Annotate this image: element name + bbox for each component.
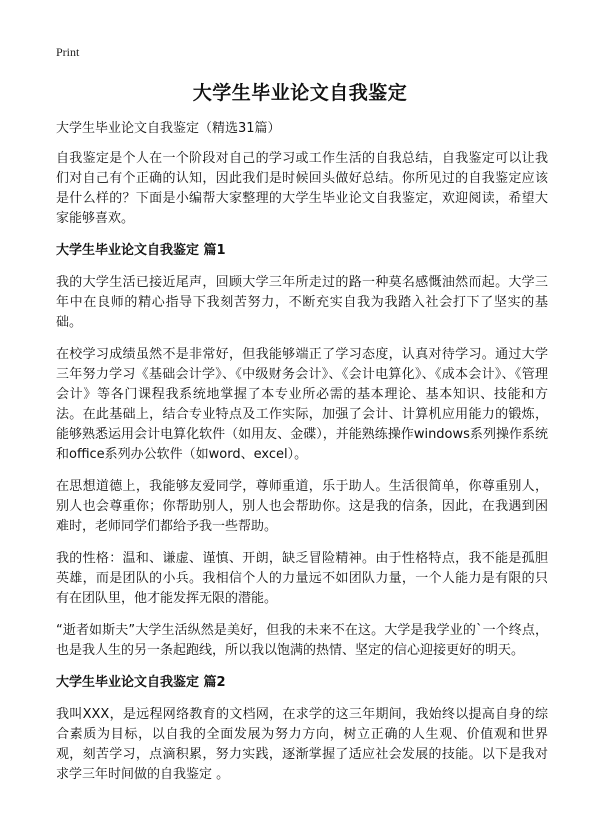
document-body	[56, 119, 548, 797]
document-subtitle: 大学生毕业论文自我鉴定（精选31篇）	[56, 121, 281, 136]
section-2	[56, 673, 548, 785]
section-heading: 大学生毕业论文自我鉴定 篇2	[56, 675, 226, 690]
paragraph: 在校学习成绩虽然不是非常好，但我能够端正了学习态度，认真对待学习。通过大学三年努力学习《基础会计学》、《中级财务会计》、《会计电算化》、《成本会计》、《管理会计》等各门课程我系统地掌握了本专业所必需的基本理论、基本知识、技能和方法。在此基础上，结合专业特点及工作实际，加强了会计、计算机应用能力的锻炼，能够熟悉运用会计电算化软件（如用友、金碟），并能熟练操作windows系列操作系统和office系列办公软件（如word、excel）。	[56, 347, 548, 462]
paragraph: “逝者如斯夫”大学生活纵然是美好，但我的未来不在这。大学是我学业的`一个终点，也是我人生的另一条起跑线，所以我以饱满的热情、坚定的信心迎接更好的明天。	[56, 623, 548, 658]
print-link[interactable]: Print	[56, 45, 80, 59]
section-heading: 大学生毕业论文自我鉴定 篇1	[56, 243, 226, 258]
paragraph: 我的大学生活已接近尾声，回顾大学三年所走过的路一种莫名感慨油然而起。大学三年中在良师的精心指导下我刻苦努力，不断充实自我为我踏入社会打下了坚实的基础。	[56, 275, 548, 330]
intro-paragraph: 自我鉴定是个人在一个阶段对自己的学习或工作生活的自我总结，自我鉴定可以让我们对自己有个正确的认知，因此我们是时候回头做好总结。你所见过的自我鉴定应该是什么样的？下面是小编帮大家整理的大学生毕业论文自我鉴定，欢迎阅读，希望大家能够喜欢。	[56, 151, 548, 226]
document-title: 大学生毕业论文自我鉴定	[192, 82, 408, 104]
section-1	[56, 241, 548, 661]
paragraph: 我叫XXX，是远程网络教育的文档网，在求学的这三年期间，我始终以提高自身的综合素质为目标，以自我的全面发展为努力方向，树立正确的人生观、价值观和世界观，刻苦学习，点滴积累，努力实践，逐渐掌握了适应社会发展的技能。以下是我对求学三年时间做的自我鉴定 。	[56, 707, 548, 782]
paragraph: 我的性格：温和、谦虚、谨慎、开朗，缺乏冒险精神。由于性格特点，我不能是孤胆英雄，而是团队的小兵。我相信个人的力量远不如团队力量，一个人能力是有限的只有在团队里，他才能发挥无限的潜能。	[56, 551, 548, 606]
paragraph: 在思想道德上，我能够友爱同学，尊师重道，乐于助人。生活很简单，你尊重别人，别人也会尊重你；你帮助别人，别人也会帮助你。这是我的信条，因此，在我遇到困难时，老师同学们都给予我一些帮助。	[56, 479, 548, 534]
